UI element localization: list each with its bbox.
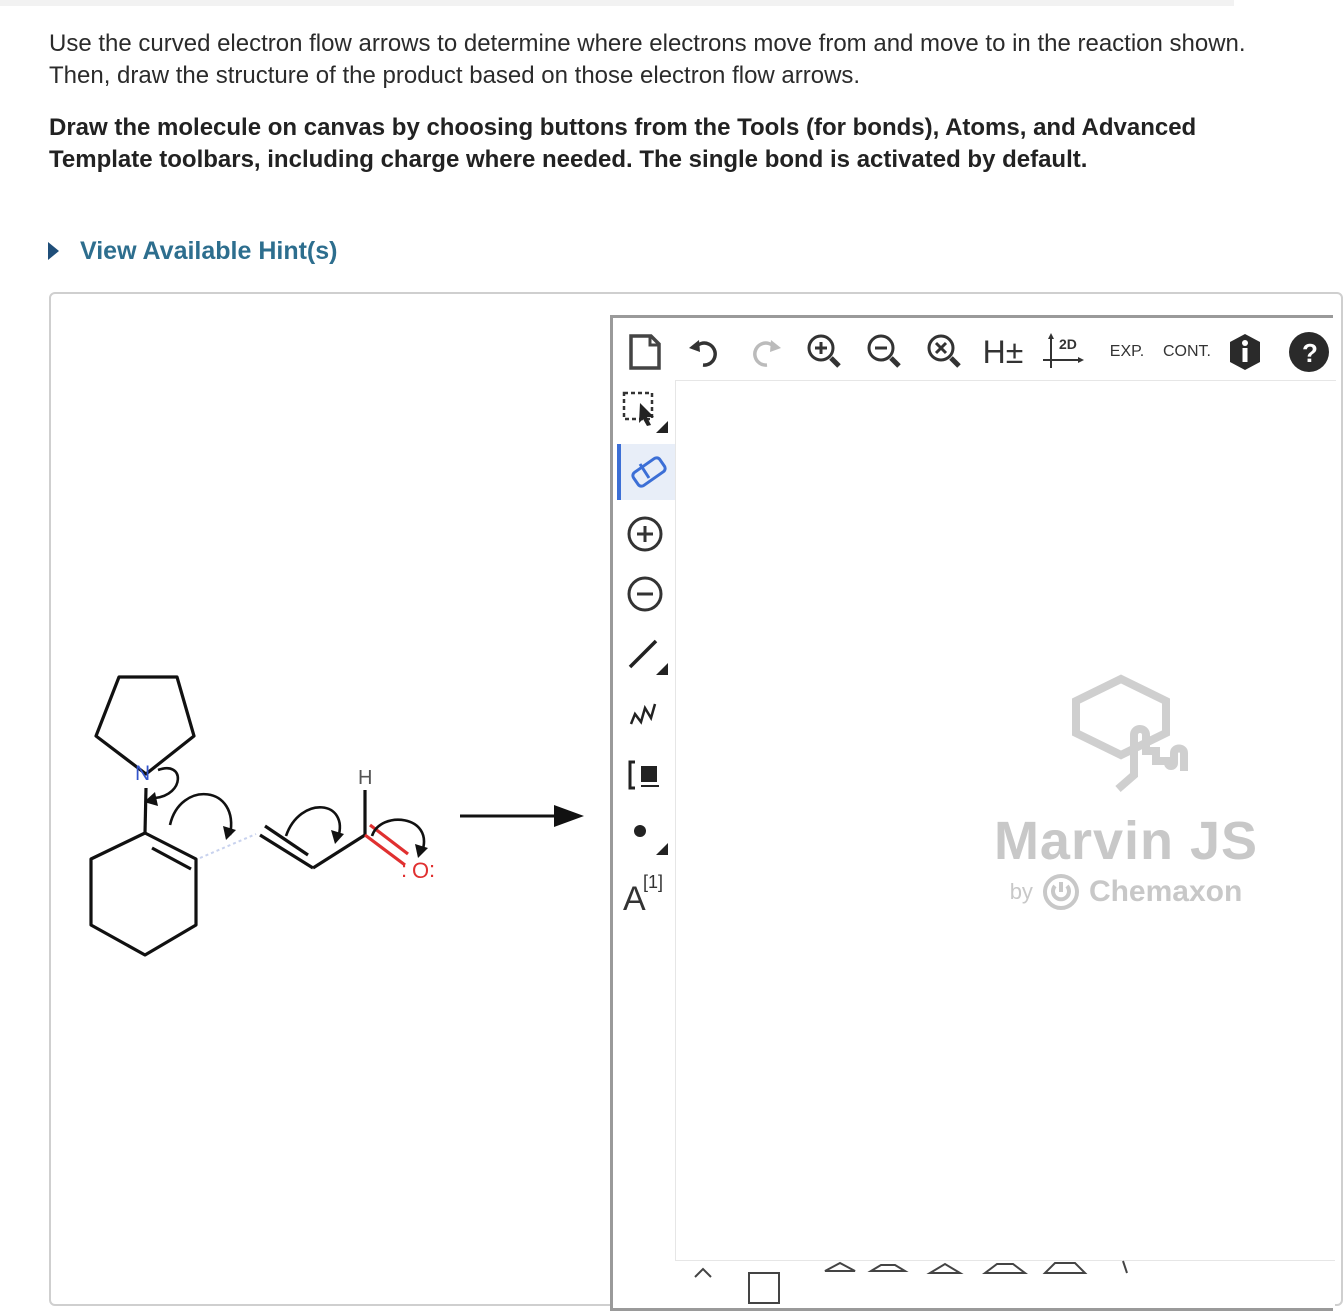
chain-tool-icon[interactable] bbox=[617, 686, 673, 742]
view-hints-link[interactable] bbox=[48, 234, 337, 268]
atom-letter: A bbox=[623, 880, 646, 918]
help-icon[interactable] bbox=[1279, 326, 1327, 378]
lone-pair-right: : bbox=[429, 857, 436, 882]
expand-button[interactable] bbox=[1101, 326, 1153, 378]
single-bond-icon[interactable] bbox=[617, 626, 673, 682]
drawing-canvas[interactable] bbox=[675, 380, 1336, 1261]
left-toolbar bbox=[613, 380, 675, 1305]
zoom-reset-icon[interactable] bbox=[921, 326, 969, 378]
reaction-scheme bbox=[60, 640, 600, 980]
view-hints-label: View Available Hint(s) bbox=[80, 236, 338, 265]
lone-pair-left: : bbox=[401, 857, 408, 882]
top-strip bbox=[0, 0, 1234, 6]
marvin-by-text: by bbox=[1009, 879, 1033, 904]
drawing-instructions: Draw the molecule on canvas by choosing buttons from the Tools (for bonds), Atoms, and Advanced Template toolbars, including charge where needed. The single bond is activated by default. bbox=[49, 114, 1197, 173]
atom-map-label: [1] bbox=[643, 872, 664, 892]
explicit-hydrogens-label: H± bbox=[982, 333, 1024, 370]
hydrogen-label: H bbox=[358, 767, 373, 789]
sgroup-bracket-icon[interactable] bbox=[617, 746, 673, 802]
decrease-charge-icon[interactable] bbox=[617, 566, 673, 622]
cyclohexene-ring bbox=[91, 833, 196, 955]
marvin-watermark bbox=[956, 671, 1296, 912]
radical-dot-icon[interactable] bbox=[617, 806, 673, 862]
explicit-hydrogens-button[interactable] bbox=[979, 326, 1027, 378]
selection-tool-icon[interactable] bbox=[617, 384, 673, 440]
marvin-logo-icon bbox=[1056, 671, 1196, 801]
marvin-product-name: Marvin JS bbox=[993, 811, 1259, 871]
marvin-vendor-line bbox=[956, 872, 1296, 912]
template-toolbar bbox=[675, 1260, 1335, 1306]
instruction-text: Use the curved electron flow arrows to determine where electrons move from and move to in the reaction shown. Then, draw the structure of the product based on those electron flow arrows. bbox=[49, 30, 1246, 89]
zoom-in-icon[interactable] bbox=[801, 326, 849, 378]
clean-2d-button[interactable] bbox=[1039, 326, 1087, 378]
zoom-out-icon[interactable] bbox=[861, 326, 909, 378]
triangle-right-icon bbox=[48, 242, 59, 260]
atom-map-tool[interactable] bbox=[617, 866, 673, 922]
expand-label: EXP. bbox=[1109, 343, 1145, 360]
info-icon[interactable] bbox=[1221, 326, 1269, 378]
contract-label: CONT. bbox=[1163, 343, 1211, 360]
oxygen-label: O bbox=[412, 858, 430, 883]
marvin-vendor-name: Chemaxon bbox=[1088, 875, 1243, 908]
svg-text:?: ? bbox=[1302, 338, 1318, 368]
marvin-editor bbox=[610, 315, 1333, 1311]
top-toolbar bbox=[613, 318, 1333, 380]
contract-button[interactable] bbox=[1159, 326, 1215, 378]
template-shapes-icon bbox=[675, 1261, 1335, 1306]
new-document-icon[interactable] bbox=[621, 326, 669, 378]
pyrrolidine-ring bbox=[96, 677, 194, 774]
eraser-tool-icon[interactable] bbox=[617, 444, 677, 500]
clean-2d-label: 2D bbox=[1059, 336, 1077, 352]
increase-charge-icon[interactable] bbox=[617, 506, 673, 562]
undo-icon[interactable] bbox=[681, 326, 729, 378]
chemaxon-logo-icon bbox=[1041, 872, 1081, 912]
redo-icon[interactable] bbox=[741, 326, 789, 378]
nitrogen-label: N bbox=[135, 762, 151, 785]
